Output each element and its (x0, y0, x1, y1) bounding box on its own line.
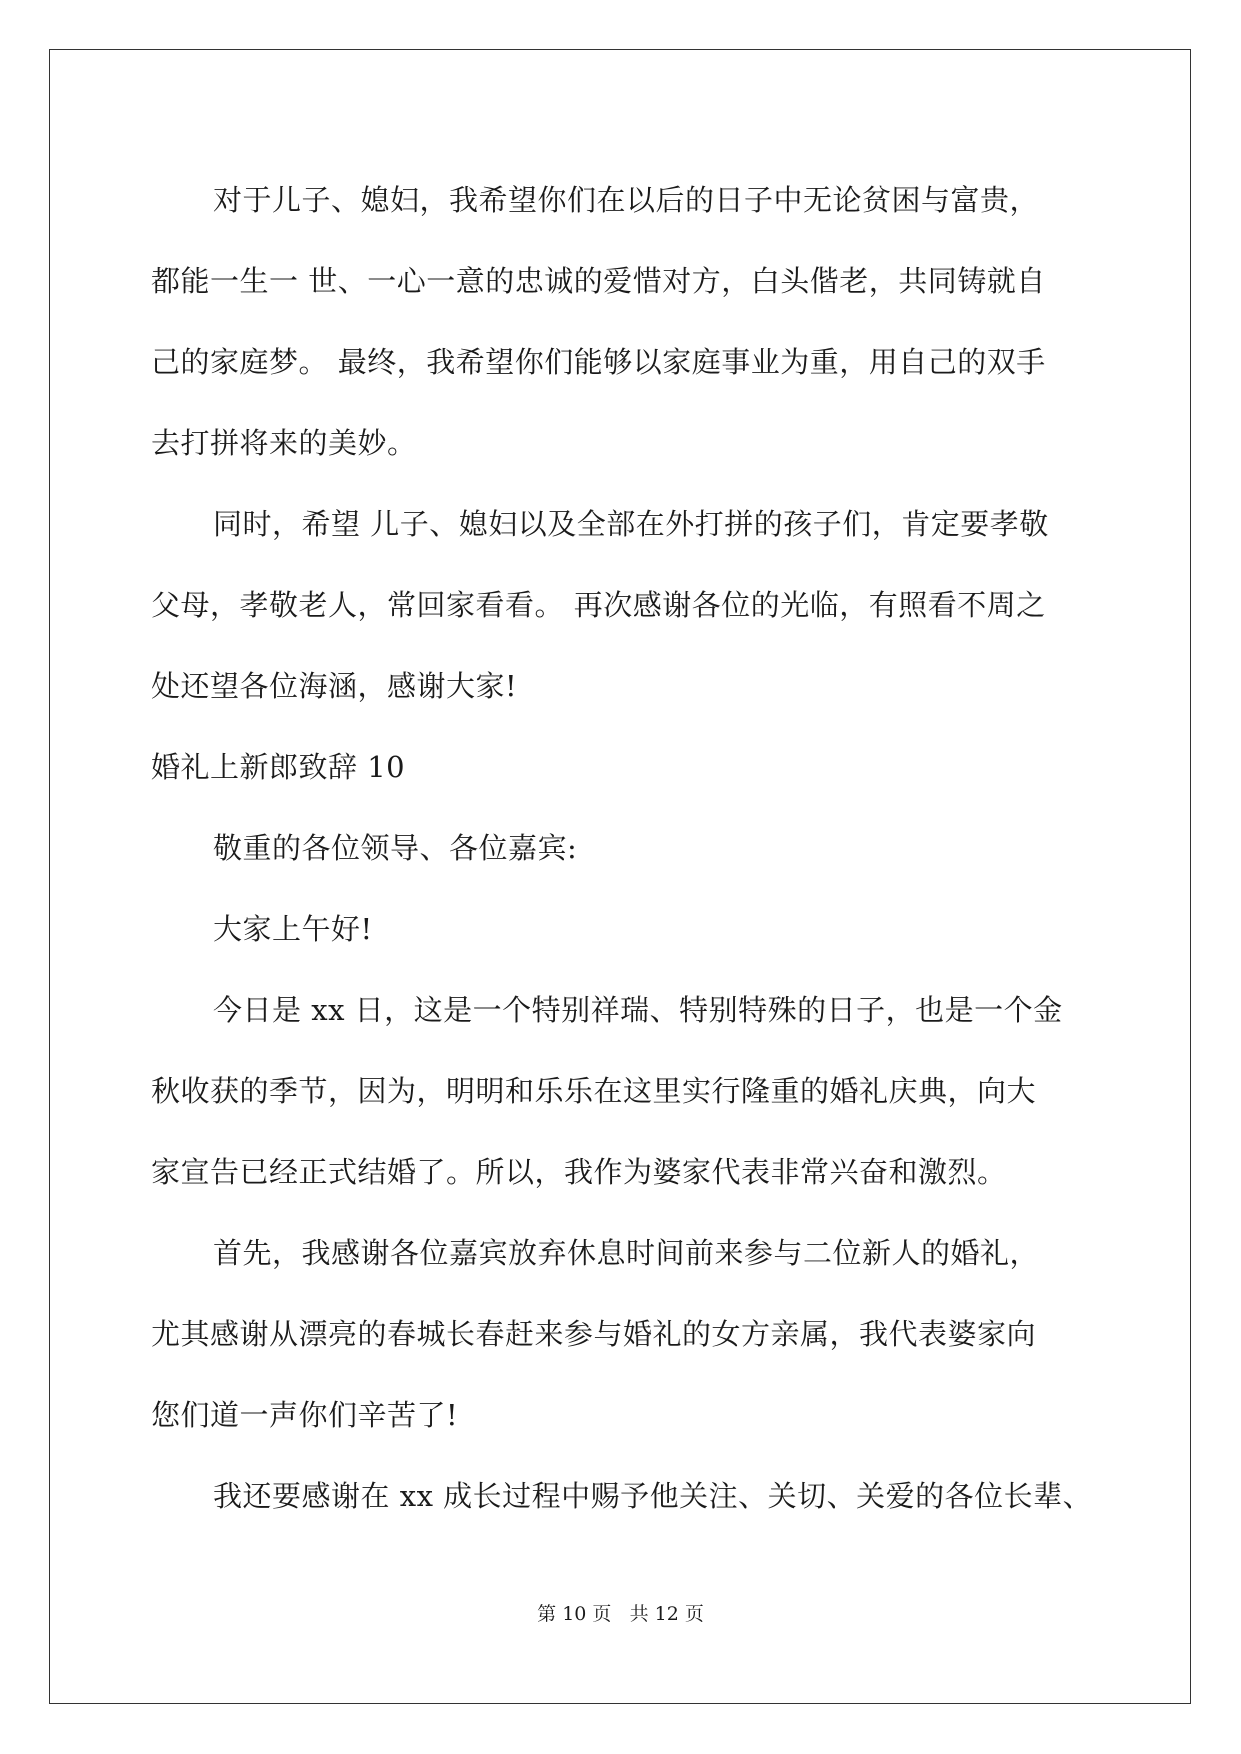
paragraph-line: 对于儿子、媳妇，我希望你们在以后的日子中无论贫困与富贵， (213, 183, 1040, 217)
paragraph-line: 首先，我感谢各位嘉宾放弃休息时间前来参与二位新人的婚礼， (213, 1236, 1040, 1270)
paragraph-line: 今日是 xx 日，这是一个特别祥瑞、特别特殊的日子，也是一个金 (213, 993, 1063, 1027)
paragraph-line: 去打拼将来的美妙。 (151, 426, 417, 460)
paragraph-line: 同时，希望 儿子、媳妇以及全部在外打拼的孩子们，肯定要孝敬 (213, 507, 1049, 541)
paragraph-line: 尤其感谢从漂亮的春城长春赶来参与婚礼的女方亲属，我代表婆家向 (151, 1317, 1037, 1351)
salutation-line: 敬重的各位领导、各位嘉宾: (213, 831, 578, 865)
paragraph-line: 您们道一声你们辛苦了! (151, 1398, 459, 1432)
page-total: 共 12 页 (629, 1603, 704, 1625)
greeting-line: 大家上午好! (213, 912, 373, 946)
paragraph-line: 秋收获的季节，因为，明明和乐乐在这里实行隆重的婚礼庆典，向大 (151, 1074, 1037, 1108)
paragraph-line: 己的家庭梦。 最终，我希望你们能够以家庭事业为重，用自己的双手 (151, 345, 1046, 379)
paragraph-line: 家宣告已经正式结婚了。所以，我作为婆家代表非常兴奋和激烈。 (151, 1155, 1007, 1189)
document-body (151, 160, 1091, 1537)
page-number: 第 10 页 (537, 1603, 612, 1625)
paragraph-line: 处还望各位海涵，感谢大家! (151, 669, 518, 703)
paragraph-line: 我还要感谢在 xx 成长过程中赐予他关注、关切、关爱的各位长辈、 (213, 1479, 1093, 1513)
page-footer (0, 1602, 1241, 1626)
paragraph-line: 父母，孝敬老人，常回家看看。 再次感谢各位的光临，有照看不周之 (151, 588, 1046, 622)
section-heading: 婚礼上新郎致辞 10 (151, 750, 406, 784)
paragraph-line: 都能一生一 世、一心一意的忠诚的爱惜对方，白头偕老，共同铸就自 (151, 264, 1046, 298)
